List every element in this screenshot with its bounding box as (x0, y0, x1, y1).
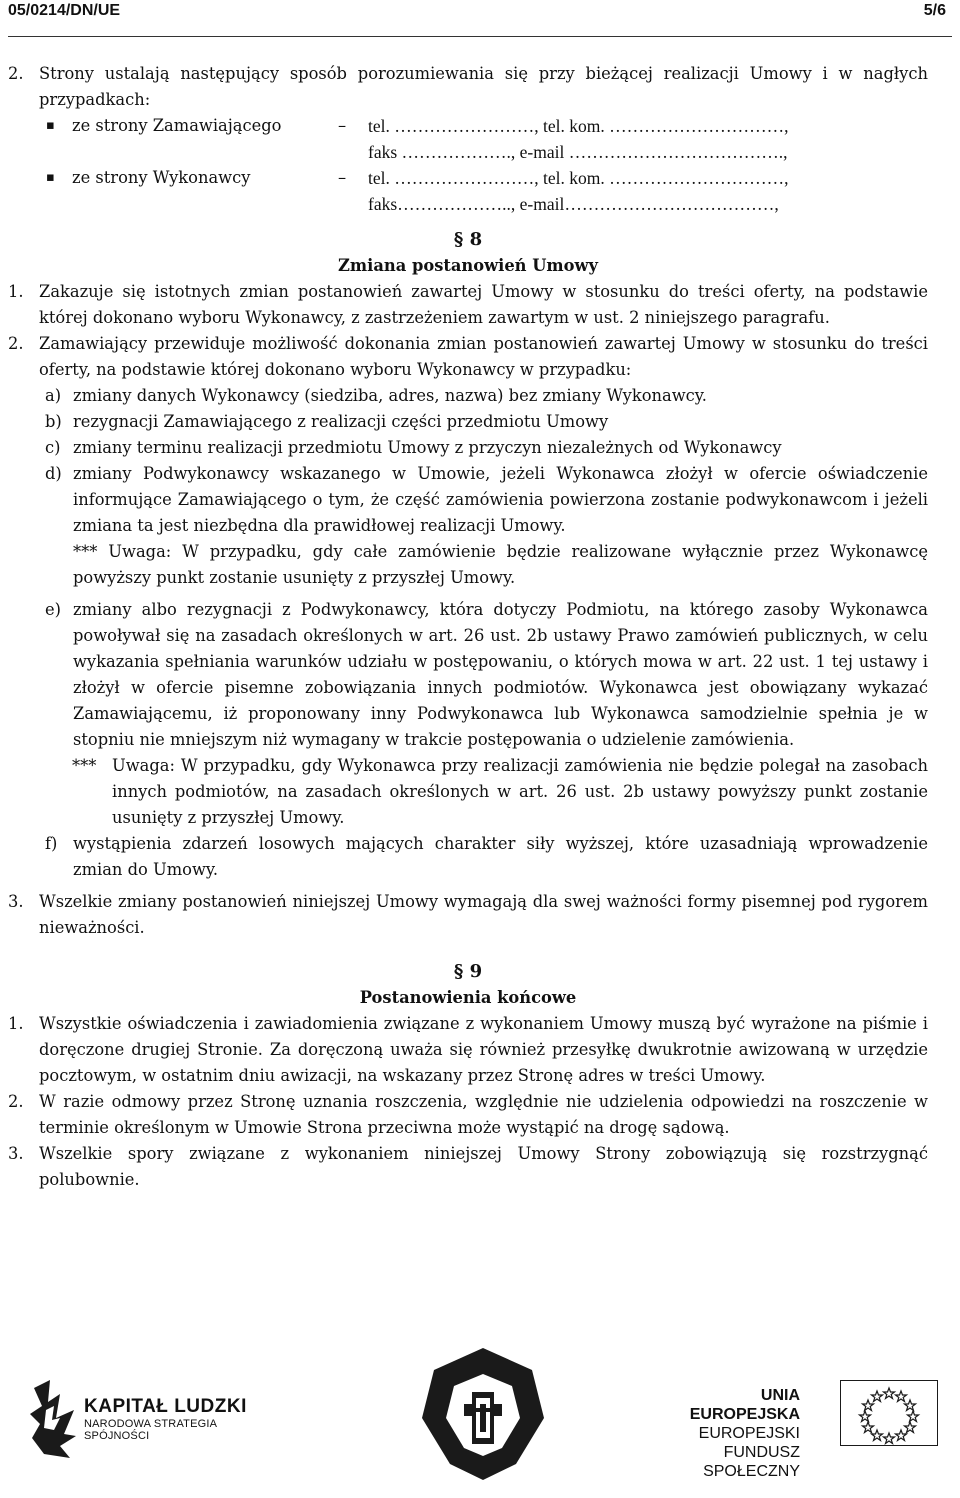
document-body (8, 61, 928, 1193)
document-id: 05/0214/DN/UE (8, 2, 121, 19)
list-marker: f) (45, 834, 58, 853)
paragraph-text: Zakazuje się istotnych zmian postanowień zawartej Umowy w stosunku do treści oferty, na podstawie której dokonano wyboru Wykonawcy, z zastrzeżeniem zawartym w ust. 2 niniejszego paragrafu. (39, 282, 928, 327)
footer-logos (0, 1340, 960, 1490)
esf-line-2: FUNDUSZ SPOŁECZNY (703, 1444, 800, 1480)
paragraph-number: 3. (8, 1144, 24, 1163)
list-text: wystąpienia zdarzeń losowych mających charakter siły wyższej, które uzasadniają wprowadzenie zmian do Umowy. (73, 834, 928, 879)
list-text: zmiany albo rezygnacji z Podwykonawcy, która dotyczy Podmiotu, na którego zasoby Wykonawca powoływał się na zasadach określonych w art. 26 ust. 2b ustawy Prawo zamówień publicznych, w celu wykazania spełniania warunków udziału w postępowaniu, o których mowa w art. 22 ust. 1 tej ustawy i złożył w ofercie pisemne zobowiązania innych podmiotów. Wykonawca jest obowiązany wykazać Zamawiającemu, iż proponowany inny Podwykonawca lub Wykonawca samodzielnie spełnia je w stopniu nie mniejszym niż wymagany w trakcie postępowania o udzielenie zamówienia. (73, 600, 928, 749)
contact-fax-email-fields: faks ………………., e-mail ………………………………., (368, 142, 788, 162)
s8-paragraph-2 (8, 331, 928, 383)
list-item-d-note: *** Uwaga: W przypadku, gdy całe zamówienie będzie realizowane wyłącznie przez Wykonawcę powyższy punkt zostanie usunięty z przyszłej Umowy. (73, 542, 928, 587)
list-item-e-note (8, 753, 928, 831)
contact-party: ze strony Zamawiającego (72, 116, 282, 135)
note-marker: *** (72, 756, 97, 775)
paragraph-text: Wszelkie zmiany postanowień niniejszej Umowy wymagają dla swej ważności formy pisemnej pod rygorem nieważności. (39, 892, 928, 937)
s9-paragraph-1 (8, 1011, 928, 1089)
paragraph-text: Wszystkie oświadczenia i zawiadomienia związane z wykonaniem Umowy muszą być wyrażone na piśmie i doręczone drugiej Stronie. Za doręczoną uważa się również przesyłkę dwukrotnie awizowaną w urzędzie pocztowym, w ostatnim dniu awizacji, na wskazany przez Stronę adres w treści Umowy. (39, 1014, 928, 1085)
s8-paragraph-1 (8, 279, 928, 331)
contact-fax-email-fields: faks……………….., e-mail………………………………, (368, 194, 779, 214)
paragraph-number: 1. (8, 1014, 24, 1033)
list-marker: d) (45, 464, 62, 483)
s8-paragraph-3 (8, 889, 928, 941)
list-marker: c) (45, 438, 61, 457)
kapital-ludzki-title: KAPITAŁ LUDZKI (84, 1396, 247, 1417)
list-text: rezygnacji Zamawiającego z realizacji części przedmiotu Umowy (73, 412, 609, 431)
paragraph-number: 3. (8, 892, 24, 911)
header-rule (8, 36, 952, 37)
eu-name: UNIA EUROPEJSKA (689, 1387, 800, 1423)
paragraph-text: Strony ustalają następujący sposób porozumiewania się przy bieżącej realizacji Umowy i w nagłych przypadkach: (39, 64, 928, 109)
kapital-ludzki-emblem-icon (30, 1380, 78, 1458)
list-text: zmiany Podwykonawcy wskazanego w Umowie, jeżeli Wykonawca złożył w ofercie oświadczenie informujące Zamawiającego o tym, że część zamówienia powierzona zostanie podwykonawcom i jeżeli zmiana ta jest niezbędna dla prawidłowej realizacji Umowy. (73, 464, 928, 535)
section-9-title: Postanowienia końcowe (359, 988, 577, 1007)
bullet-icon: ▪ (46, 118, 55, 133)
contact-phone-fields: tel. ……………………, tel. kom. …………………………, (368, 168, 789, 188)
section-8-title: Zmiana postanowień Umowy (338, 256, 598, 275)
section-8-number: § 8 (453, 229, 483, 250)
kapital-ludzki-subtitle: NARODOWA STRATEGIA SPÓJNOŚCI (84, 1418, 217, 1442)
list-text: zmiany danych Wykonawcy (siedziba, adres, nazwa) bez zmiany Wykonawcy. (73, 386, 707, 405)
paragraph-number: 1. (8, 282, 24, 301)
list-item-a (8, 383, 928, 409)
contact-row-zamawiajacy (8, 113, 928, 139)
paragraph-number: 2. (8, 334, 24, 353)
note-text: Uwaga: W przypadku, gdy Wykonawca przy realizacji zamówienia nie będzie polegał na zasobach innych podmiotów, na zasadach określonych w art. 26 ust. 2b ustawy powyższy punkt zostanie usunięty z przyszłej Umowy. (112, 756, 928, 827)
page-header (8, 0, 952, 26)
bullet-icon: ▪ (46, 170, 55, 185)
section-9-number: § 9 (453, 961, 483, 982)
paragraph-text: Wszelkie spory związane z wykonaniem niniejszej Umowy Strony zobowiązują się rozstrzygnąć polubownie. (39, 1144, 928, 1189)
paragraph-number: 2. (8, 64, 24, 83)
contact-row-wykonawca (8, 165, 928, 191)
kapital-ludzki-logo (30, 1380, 270, 1460)
paragraph-number: 2. (8, 1092, 24, 1111)
esf-line-1: EUROPEJSKI (698, 1425, 800, 1442)
eu-flag-icon (840, 1380, 938, 1446)
contact-row-wykonawca-2 (8, 191, 928, 217)
contact-dash: – (338, 168, 347, 187)
list-marker: b) (45, 412, 62, 431)
s9-paragraph-2 (8, 1089, 928, 1141)
contact-row-zamawiajacy-2 (8, 139, 928, 165)
list-item-b (8, 409, 928, 435)
paragraph-text: Zamawiający przewiduje możliwość dokonania zmian postanowień zawartej Umowy w stosunku do treści oferty, na podstawie której dokonano wyboru Wykonawcy w przypadku: (39, 334, 928, 379)
list-item-f (8, 831, 928, 883)
eu-esf-logo (650, 1380, 940, 1480)
contact-phone-fields: tel. ……………………, tel. kom. …………………………, (368, 116, 789, 136)
list-text: zmiany terminu realizacji przedmiotu Umowy z przyczyn niezależnych od Wykonawcy (73, 438, 782, 457)
paragraph-text: W razie odmowy przez Stronę uznania roszczenia, względnie nie udzielenia odpowiedzi na roszczenie w terminie określonym w Umowie Strona przeciwna może wystąpić na drogę sądową. (39, 1092, 928, 1137)
list-item-e (8, 597, 928, 753)
page-number: 5/6 (923, 2, 946, 19)
list-item-c (8, 435, 928, 461)
s9-paragraph-3 (8, 1141, 928, 1193)
contact-party: ze strony Wykonawcy (72, 168, 251, 187)
awf-gdansk-logo (420, 1346, 546, 1482)
awf-emblem-icon (420, 1346, 546, 1482)
paragraph-communication (8, 61, 928, 113)
contact-dash: – (338, 116, 347, 135)
list-marker: e) (45, 600, 61, 619)
list-marker: a) (45, 386, 62, 405)
list-item-d (8, 461, 928, 539)
